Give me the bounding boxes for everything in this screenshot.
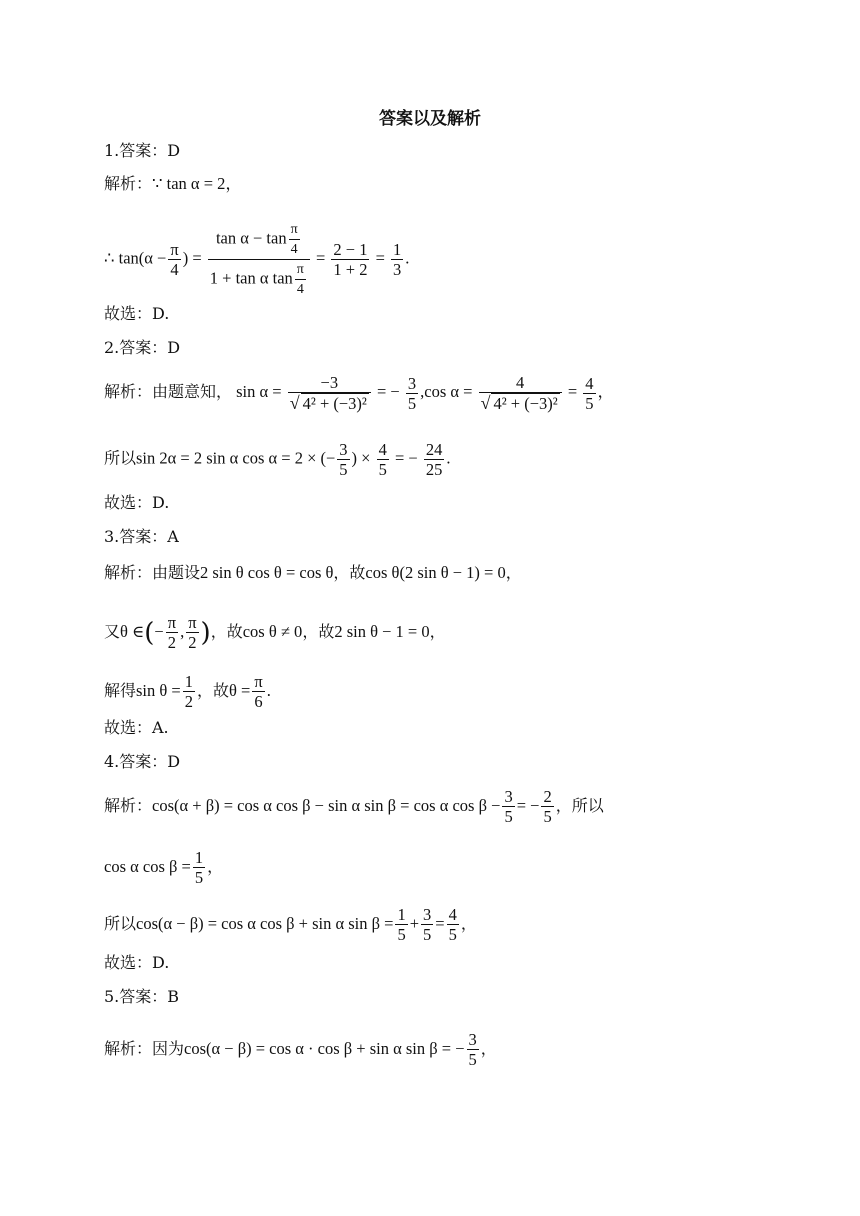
q4-l3-1-5	[395, 905, 407, 944]
q1-eq1: =	[315, 248, 326, 268]
q4-five-b: 5	[543, 807, 552, 826]
q4-l1-a: 解析：	[104, 796, 153, 815]
q2-sin-fraction	[288, 373, 371, 413]
q4-l3-four: 4	[448, 905, 457, 924]
q3-line3	[104, 672, 271, 711]
q2-five: 5	[407, 393, 417, 413]
q4-l3-three: 3	[423, 905, 432, 924]
q2-five-b: 5	[585, 393, 594, 413]
q3-l2-a: 又	[104, 622, 121, 641]
q1-answer: 1.答案：D	[104, 141, 181, 160]
q2-answer: 2.答案：D	[104, 338, 181, 357]
q2-conclusion: 故选：D.	[104, 493, 170, 512]
q2-line1	[104, 373, 614, 413]
q4-eq: =	[435, 914, 445, 933]
q1-paren-eq: ) =	[182, 248, 202, 268]
q1-den-pi: π	[295, 260, 306, 280]
q4-comma: ，	[207, 857, 224, 876]
q5-answer: 5.答案：B	[104, 987, 180, 1006]
q4-line2	[104, 848, 223, 887]
q4-plus: +	[409, 914, 420, 933]
q3-lparen: (	[144, 618, 155, 648]
q5-comma: ，	[480, 1039, 497, 1058]
q2-l2-three: 3	[339, 440, 348, 459]
q3-pi-b: π	[188, 613, 197, 632]
q4-2-5	[541, 787, 553, 826]
q4-l3-five: 5	[397, 925, 406, 944]
q1-fraction-2	[331, 240, 369, 279]
q3-pi-2-b	[186, 613, 198, 652]
q1-f2-num: 2 − 1	[333, 240, 368, 259]
q3-conclusion: 故选：A.	[104, 718, 169, 737]
q1-pi-over-4	[168, 240, 180, 279]
q3-pi-c: π	[254, 672, 263, 691]
q1-f3-num: 1	[393, 240, 402, 259]
q5-l1-a: 解析：因为	[104, 1039, 185, 1058]
q4-line3	[104, 905, 477, 944]
q3-one: 1	[184, 672, 193, 691]
q1-formula-prefix: ∴ tan(α −	[104, 248, 167, 268]
q3-line1	[104, 563, 522, 583]
q1-conclusion: 故选：D.	[104, 304, 170, 323]
q3-two-c: 2	[184, 692, 193, 711]
q3-l2-g: ，	[429, 622, 446, 641]
q1-main-denominator	[208, 260, 310, 299]
q2-l2-4-5	[377, 440, 389, 479]
q3-l1-b: 2 sin θ cos θ = cos θ	[200, 563, 334, 582]
q2-three: 3	[407, 373, 417, 393]
q2-times: ) ×	[351, 448, 371, 468]
q1-formula	[104, 220, 409, 299]
q1-eq2: =	[375, 248, 385, 268]
q2-neg-3-5	[406, 374, 418, 413]
q4-three: 3	[504, 787, 513, 806]
q4-l1-b: cos(α + β) = cos α cos β − sin α sin β = cos α cos β −	[152, 796, 501, 815]
q1-pi: π	[170, 240, 179, 259]
q1-main-fraction	[208, 220, 310, 299]
q4-3-5	[502, 787, 514, 826]
q3-l1-e: ，	[505, 563, 522, 582]
q3-two-b: 2	[188, 633, 197, 652]
q2-l2-3-5	[337, 440, 349, 479]
page-title: 答案以及解析	[379, 109, 481, 129]
q4-l1-c: ，所以	[555, 796, 604, 815]
q2-4-5	[583, 374, 595, 413]
q3-l2-f: 2 sin θ − 1 = 0	[334, 622, 430, 641]
q4-l3-3-5	[421, 905, 433, 944]
q4-answer: 4.答案：D	[104, 752, 181, 771]
q3-1-2	[183, 672, 195, 711]
q1-fraction-3	[391, 240, 403, 279]
q1-four: 4	[170, 260, 179, 279]
q5-3-5	[467, 1030, 479, 1069]
q3-l3-b: sin θ =	[136, 681, 181, 700]
q2-sin-label: sin α =	[236, 381, 282, 401]
q1-f3-den: 3	[393, 260, 402, 279]
q2-eq: =	[567, 381, 578, 401]
q1-num-pi: π	[289, 220, 300, 240]
q5-three: 3	[468, 1030, 477, 1049]
q4-l3-b: cos(α − β) = cos α cos β + sin α sin β =	[136, 914, 394, 933]
q2-four: 4	[585, 373, 594, 393]
q4-l3-five-c: 5	[448, 925, 457, 944]
q4-l3-five-b: 5	[423, 925, 432, 944]
q5-five: 5	[468, 1050, 477, 1069]
sqrt-sign-icon: √	[480, 393, 491, 413]
q3-minus: −	[154, 622, 164, 641]
sqrt-sign-icon: √	[289, 393, 300, 413]
q2-sin-num: −3	[288, 373, 371, 393]
q2-24: 24	[425, 440, 443, 459]
q4-five-c: 5	[194, 868, 204, 887]
q4-line1	[104, 787, 604, 826]
q2-end: .	[446, 448, 451, 468]
q4-l3-a: 所以	[104, 914, 137, 933]
q2-comma: ，	[597, 381, 615, 401]
q3-l1-a: 解析：由题设	[104, 563, 201, 582]
q3-l2-c: ，故	[210, 622, 243, 641]
q4-conclusion: 故选：D.	[104, 953, 170, 972]
q5-line1	[104, 1030, 497, 1069]
q3-comma-sep: ,	[180, 622, 185, 641]
q2-line2-prefix: 所以	[104, 448, 137, 468]
q1-den-pi-frac	[295, 260, 306, 299]
q3-l2-d: cos θ ≠ 0	[242, 622, 303, 641]
q2-cos-label: ,cos α =	[420, 381, 473, 401]
q3-end: .	[266, 681, 271, 700]
q3-answer: 3.答案：A	[104, 527, 179, 546]
q3-l2-b: θ ∈	[120, 622, 145, 641]
q3-pi-2-a	[166, 613, 178, 652]
q1-den-four: 4	[296, 282, 304, 297]
q1-num-four: 4	[290, 242, 298, 257]
q3-pi-6	[252, 672, 264, 711]
q4-eq-neg: = −	[516, 796, 540, 815]
q1-end: .	[405, 248, 410, 268]
q2-l2-five: 5	[339, 460, 348, 479]
q3-l1-c: ，故	[333, 563, 366, 582]
q1-den-text: 1 + tan α tan	[209, 268, 293, 288]
q1-given-line	[104, 174, 242, 194]
q4-five: 5	[504, 807, 513, 826]
q2-cos-num: 4	[479, 373, 562, 393]
q3-l3-d: θ =	[229, 681, 251, 700]
q3-l1-d: cos θ(2 sin θ − 1) = 0	[365, 563, 506, 582]
q2-intro: 解析：由题意知，	[104, 381, 233, 401]
q4-l3-one: 1	[397, 905, 406, 924]
q2-radicand-2: 4² + (−3)²	[493, 394, 558, 413]
q2-eq-neg: = −	[377, 381, 400, 401]
q1-main-numerator	[208, 220, 310, 260]
q1-solution-label: 解析：	[104, 174, 153, 193]
q2-cos-fraction	[479, 373, 562, 413]
q2-24-25	[424, 440, 445, 479]
q5-l1-b: cos(α − β) = cos α · cos β + sin α sin β = −	[184, 1039, 465, 1058]
q3-line2	[104, 613, 446, 652]
q2-eq-neg2: = −	[394, 448, 418, 468]
q2-sin-den	[288, 393, 371, 413]
q4-l2-a: cos α cos β =	[104, 857, 191, 876]
q3-l2-e: ，故	[302, 622, 335, 641]
q3-six: 6	[254, 692, 263, 711]
q4-1-5	[193, 848, 205, 887]
q2-radicand-1: 4² + (−3)²	[302, 394, 367, 413]
q4-l3-4-5	[447, 905, 459, 944]
q2-l2-four: 4	[378, 440, 387, 459]
q2-line2	[104, 440, 450, 479]
q4-one: 1	[194, 848, 204, 867]
q2-cos-den	[479, 393, 562, 413]
q3-pi-a: π	[167, 613, 177, 632]
q3-l3-a: 解得	[104, 681, 137, 700]
q1-given: ∵ tan α = 2，	[152, 174, 242, 193]
q3-l3-c: ，故	[196, 681, 229, 700]
q4-l3-comma: ，	[460, 914, 477, 933]
q1-f2-den: 1 + 2	[333, 260, 368, 279]
q2-25: 25	[425, 460, 443, 479]
q2-line2-expr: sin 2α = 2 sin α cos α = 2 × (−	[136, 448, 336, 468]
q1-num-pi-frac	[289, 220, 300, 259]
q1-num-text: tan α − tan	[215, 228, 287, 248]
q4-two: 2	[543, 787, 552, 806]
q2-l2-five-b: 5	[378, 460, 387, 479]
q3-two-a: 2	[167, 633, 177, 652]
q3-rparen: )	[200, 618, 211, 648]
